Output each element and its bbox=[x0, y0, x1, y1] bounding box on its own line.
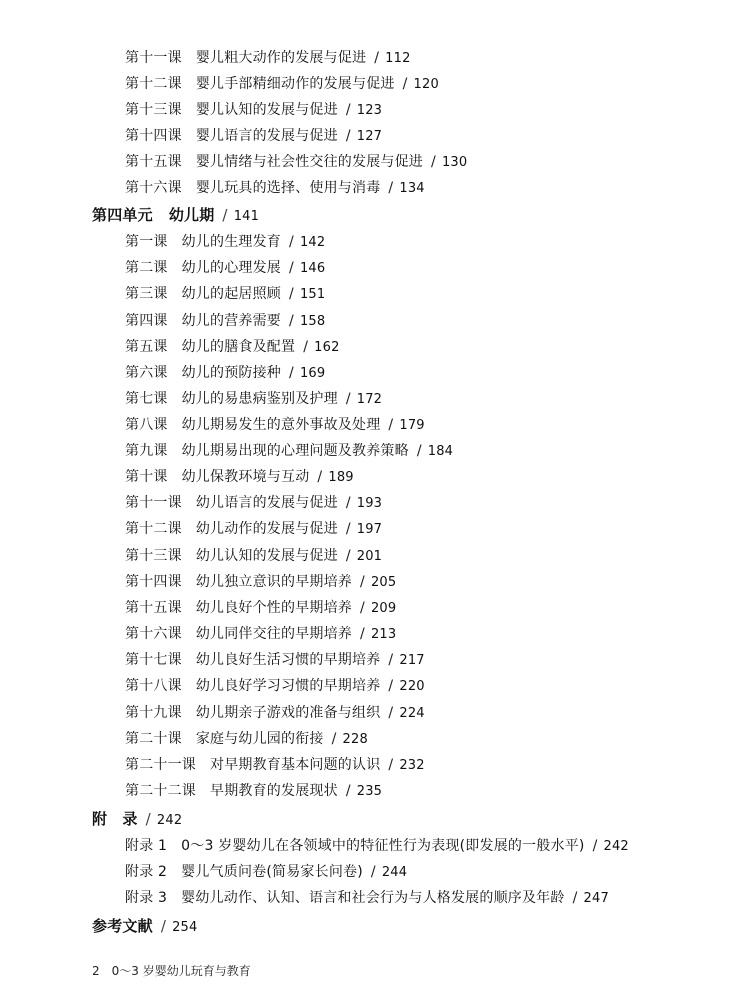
toc-entry bbox=[125, 74, 439, 95]
page-footer bbox=[92, 962, 251, 979]
lesson-title: 幼儿的心理发展 bbox=[181, 260, 282, 276]
toc-entry bbox=[125, 337, 340, 358]
page-separator: / bbox=[388, 417, 394, 433]
lesson-number: 第三课 bbox=[125, 286, 168, 302]
lesson-title: 幼儿的易患病鉴别及护理 bbox=[181, 391, 338, 407]
page-separator: / bbox=[572, 890, 578, 906]
page-separator: / bbox=[592, 838, 598, 854]
page-separator: / bbox=[303, 339, 309, 355]
appendix-number: 附录 1 bbox=[125, 838, 168, 854]
appendix-item-title: 0～3 岁婴幼儿在各领域中的特征性行为表现(即发展的一般水平) bbox=[181, 838, 585, 854]
page-number: 146 bbox=[299, 261, 326, 276]
page-number: 134 bbox=[399, 181, 425, 196]
appendix-title: 附 录 bbox=[92, 810, 138, 828]
page-separator: / bbox=[345, 128, 351, 144]
lesson-title: 婴儿情绪与社会性交往的发展与促进 bbox=[195, 154, 424, 170]
toc-entry bbox=[125, 572, 396, 593]
page-separator: / bbox=[160, 917, 167, 935]
toc-entry bbox=[125, 258, 325, 279]
toc-entry bbox=[125, 862, 407, 883]
page-separator: / bbox=[374, 50, 380, 66]
page-separator: / bbox=[388, 180, 394, 196]
page-number: 205 bbox=[370, 575, 397, 590]
lesson-title: 婴儿语言的发展与促进 bbox=[195, 128, 338, 144]
page-separator: / bbox=[345, 783, 351, 799]
page-separator: / bbox=[345, 495, 351, 511]
lesson-number: 第十一课 bbox=[125, 495, 182, 511]
lesson-title: 幼儿的预防接种 bbox=[181, 365, 282, 381]
page-separator: / bbox=[388, 678, 394, 694]
page-separator: / bbox=[345, 102, 351, 118]
lesson-number: 第二十二课 bbox=[125, 783, 196, 799]
toc-entry bbox=[125, 676, 425, 697]
lesson-number: 第十四课 bbox=[125, 574, 182, 590]
lesson-title: 幼儿良好学习习惯的早期培养 bbox=[195, 678, 381, 694]
page-separator: / bbox=[289, 286, 294, 302]
page-separator: / bbox=[360, 574, 365, 590]
lesson-number: 第十三课 bbox=[125, 102, 182, 118]
page-separator: / bbox=[388, 757, 394, 773]
lesson-title: 幼儿的生理发育 bbox=[181, 234, 282, 250]
toc-entry bbox=[125, 232, 325, 253]
appendix-item-title: 婴幼儿动作、认知、语言和社会行为与人格发展的顺序及年龄 bbox=[181, 890, 565, 906]
lesson-number: 第十一课 bbox=[125, 50, 182, 66]
appendix-item-title: 婴儿气质问卷(简易家长问卷) bbox=[181, 864, 363, 880]
lesson-number: 第十九课 bbox=[125, 705, 182, 721]
toc-entry bbox=[125, 467, 354, 488]
toc-entry bbox=[125, 703, 425, 724]
toc-entry bbox=[125, 781, 382, 802]
page-number: 232 bbox=[399, 758, 425, 773]
page-number: 197 bbox=[356, 522, 383, 537]
page-separator: / bbox=[289, 260, 294, 276]
lesson-title: 幼儿的起居照顾 bbox=[181, 286, 282, 302]
lesson-number: 第一课 bbox=[125, 234, 168, 250]
toc-entry bbox=[125, 284, 325, 305]
page-separator: / bbox=[388, 705, 394, 721]
footer-book-title: 0～3 岁婴幼儿玩育与教育 bbox=[111, 964, 251, 978]
lesson-title: 婴儿粗大动作的发展与促进 bbox=[195, 50, 367, 66]
lesson-number: 第十五课 bbox=[125, 154, 182, 170]
toc-entry bbox=[125, 624, 396, 645]
toc-entry bbox=[125, 729, 368, 750]
page-number: 130 bbox=[441, 155, 468, 170]
unit-heading bbox=[92, 205, 259, 227]
page-number: 228 bbox=[342, 732, 368, 747]
page-number: 209 bbox=[370, 601, 397, 616]
toc-entry bbox=[125, 48, 411, 69]
page-number: 179 bbox=[399, 418, 425, 433]
page-number: 158 bbox=[299, 314, 326, 329]
lesson-number: 第十六课 bbox=[125, 626, 182, 642]
lesson-title: 早期教育的发展现状 bbox=[210, 783, 338, 799]
lesson-number: 第七课 bbox=[125, 391, 168, 407]
lesson-title: 幼儿的膳食及配置 bbox=[181, 339, 296, 355]
lesson-number: 第十四课 bbox=[125, 128, 182, 144]
toc-entry bbox=[125, 415, 425, 436]
lesson-title: 幼儿认知的发展与促进 bbox=[195, 548, 338, 564]
toc-entry bbox=[125, 836, 629, 857]
page-separator: / bbox=[416, 443, 422, 459]
appendix-heading bbox=[92, 809, 182, 831]
toc-entry bbox=[125, 650, 425, 671]
page-separator: / bbox=[402, 76, 408, 92]
toc-entry bbox=[125, 311, 325, 332]
lesson-title: 幼儿良好生活习惯的早期培养 bbox=[195, 652, 381, 668]
page-separator: / bbox=[289, 365, 294, 381]
page-separator: / bbox=[345, 391, 351, 407]
page-separator: / bbox=[222, 206, 228, 224]
lesson-number: 第二十课 bbox=[125, 731, 182, 747]
page-number: 224 bbox=[399, 706, 425, 721]
toc-entry bbox=[125, 493, 382, 514]
toc-entry bbox=[125, 126, 382, 147]
lesson-title: 幼儿期易发生的意外事故及处理 bbox=[181, 417, 381, 433]
page-separator: / bbox=[289, 234, 294, 250]
page-separator: / bbox=[345, 521, 351, 537]
page-number: 169 bbox=[299, 366, 326, 381]
page-separator: / bbox=[331, 731, 337, 747]
toc-entry bbox=[125, 178, 425, 199]
page-number: 127 bbox=[356, 129, 383, 144]
page-number: 142 bbox=[299, 235, 326, 250]
lesson-title: 对早期教育基本问题的认识 bbox=[210, 757, 381, 773]
toc-entry bbox=[125, 363, 325, 384]
lesson-title: 婴儿玩具的选择、使用与消毒 bbox=[195, 180, 381, 196]
page-number: 247 bbox=[583, 891, 609, 906]
page-separator: / bbox=[360, 600, 365, 616]
lesson-number: 第九课 bbox=[125, 443, 168, 459]
lesson-title: 家庭与幼儿园的衔接 bbox=[195, 731, 324, 747]
page-number: 242 bbox=[603, 839, 629, 854]
page-number: 112 bbox=[385, 51, 411, 66]
references-heading bbox=[92, 916, 198, 938]
toc-entry bbox=[125, 888, 609, 909]
page-separator: / bbox=[431, 154, 436, 170]
page-number: 242 bbox=[156, 813, 183, 828]
lesson-title: 幼儿期易出现的心理问题及教养策略 bbox=[181, 443, 409, 459]
lesson-number: 第八课 bbox=[125, 417, 168, 433]
footer-page-number: 2 bbox=[92, 964, 100, 978]
lesson-number: 第四课 bbox=[125, 313, 168, 329]
lesson-number: 第五课 bbox=[125, 339, 168, 355]
unit-number: 第四单元 bbox=[92, 206, 153, 224]
lesson-title: 幼儿的营养需要 bbox=[181, 313, 282, 329]
page-number: 220 bbox=[399, 679, 425, 694]
lesson-number: 第二十一课 bbox=[125, 757, 196, 773]
lesson-number: 第二课 bbox=[125, 260, 168, 276]
lesson-number: 第十二课 bbox=[125, 76, 182, 92]
lesson-number: 第十二课 bbox=[125, 521, 182, 537]
lesson-title: 幼儿保教环境与互动 bbox=[181, 469, 310, 485]
toc-entry bbox=[125, 441, 453, 462]
page-separator: / bbox=[360, 626, 365, 642]
page-number: 254 bbox=[172, 920, 198, 935]
page-number: 213 bbox=[370, 627, 397, 642]
page-separator: / bbox=[289, 313, 294, 329]
page-separator: / bbox=[370, 864, 376, 880]
page-number: 172 bbox=[356, 392, 383, 407]
page-number: 189 bbox=[328, 470, 354, 485]
lesson-number: 第十七课 bbox=[125, 652, 182, 668]
page-separator: / bbox=[317, 469, 323, 485]
page-number: 151 bbox=[299, 287, 326, 302]
lesson-title: 婴儿认知的发展与促进 bbox=[195, 102, 338, 118]
lesson-title: 幼儿良好个性的早期培养 bbox=[195, 600, 353, 616]
lesson-number: 第六课 bbox=[125, 365, 168, 381]
toc-entry bbox=[125, 755, 425, 776]
page-number: 120 bbox=[413, 77, 439, 92]
unit-title: 幼儿期 bbox=[168, 206, 215, 224]
page-number: 162 bbox=[314, 340, 340, 355]
toc-entry bbox=[125, 546, 382, 567]
toc-entry bbox=[125, 598, 396, 619]
appendix-number: 附录 3 bbox=[125, 890, 168, 906]
page-separator: / bbox=[345, 548, 351, 564]
toc-entry bbox=[125, 152, 467, 173]
lesson-number: 第十五课 bbox=[125, 600, 182, 616]
lesson-title: 幼儿动作的发展与促进 bbox=[195, 521, 338, 537]
toc-entry bbox=[125, 100, 382, 121]
appendix-number: 附录 2 bbox=[125, 864, 168, 880]
toc-entry bbox=[125, 389, 382, 410]
lesson-title: 幼儿独立意识的早期培养 bbox=[195, 574, 353, 590]
toc-entry bbox=[125, 519, 382, 540]
page-number: 141 bbox=[233, 209, 260, 224]
page-number: 184 bbox=[427, 444, 454, 459]
lesson-title: 幼儿同伴交往的早期培养 bbox=[195, 626, 353, 642]
lesson-number: 第十三课 bbox=[125, 548, 182, 564]
page-number: 193 bbox=[356, 496, 383, 511]
page-number: 123 bbox=[356, 103, 383, 118]
page-number: 201 bbox=[356, 549, 383, 564]
page-number: 217 bbox=[399, 653, 425, 668]
lesson-number: 第十课 bbox=[125, 469, 168, 485]
lesson-title: 幼儿语言的发展与促进 bbox=[195, 495, 338, 511]
lesson-number: 第十八课 bbox=[125, 678, 182, 694]
page-separator: / bbox=[388, 652, 394, 668]
page-separator: / bbox=[145, 810, 151, 828]
lesson-title: 幼儿期亲子游戏的准备与组织 bbox=[195, 705, 381, 721]
page-number: 244 bbox=[381, 865, 408, 880]
lesson-title: 婴儿手部精细动作的发展与促进 bbox=[195, 76, 395, 92]
lesson-number: 第十六课 bbox=[125, 180, 182, 196]
page-number: 235 bbox=[356, 784, 383, 799]
references-title: 参考文献 bbox=[92, 917, 153, 935]
